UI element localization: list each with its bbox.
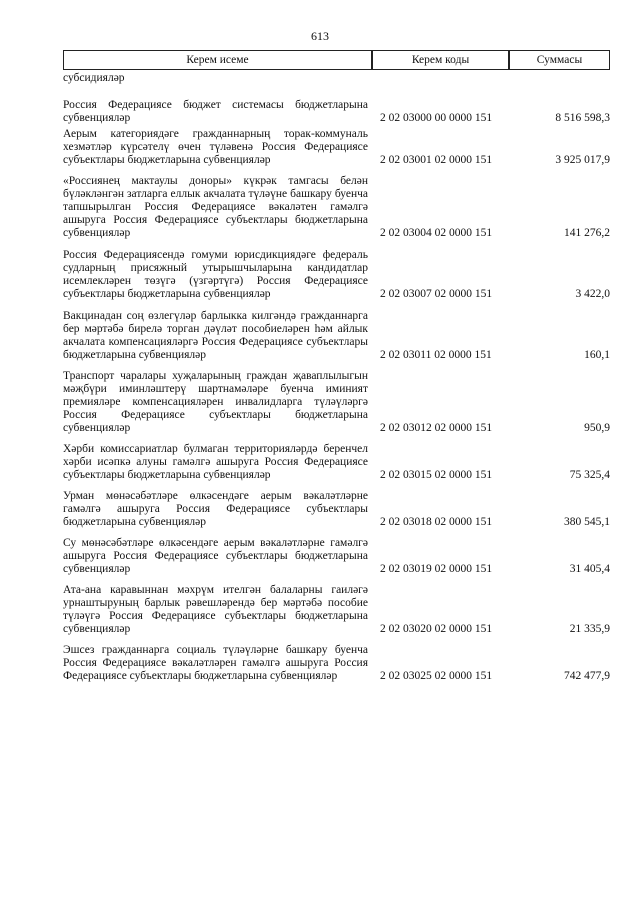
table-row <box>63 370 610 435</box>
row-code: 2 02 03012 02 0000 151 <box>380 422 493 434</box>
row-name: Урман мөнәсәбәтләре өлкәсендәге аерым вәкаләтләрне гамәлгә ашыруга Россия Федерациясе субъектлары бюджетларына субвенцияләр <box>63 490 368 528</box>
row-sum: 3 422,0 <box>575 288 610 300</box>
row-code: 2 02 03000 00 0000 151 <box>380 112 493 124</box>
row-sum: 742 477,9 <box>564 670 610 682</box>
row-sum: 141 276,2 <box>564 227 610 239</box>
row-sum: 75 325,4 <box>569 469 610 481</box>
table-row <box>63 443 610 482</box>
row-name: Россия Федерациясе бюджет системасы бюджетларына субвенцияләр <box>63 99 368 124</box>
table-row <box>63 310 610 362</box>
row-sum: 380 545,1 <box>564 516 610 528</box>
row-sum: 160,1 <box>584 349 610 361</box>
table-row <box>63 644 610 683</box>
row-name: Эшсез гражданнарга социаль түләүләрне башкару буенча Россия Федерациясе вәкаләтләрен гамәлгә ашыруга Россия Федерациясе субъектлары бюджетларына субвенцияләр <box>63 644 368 682</box>
row-name: Аерым категориядәге гражданнарның торак-коммуналь хезмәтләр күрсәтелү өчен түләвенә Россия Федерациясе субъектлары бюджетларына субвенцияләр <box>63 128 368 166</box>
row-sum: 31 405,4 <box>569 563 610 575</box>
table-row <box>63 175 610 240</box>
table-row <box>63 537 610 576</box>
row-sum: 21 335,9 <box>569 623 610 635</box>
row-name: Транспорт чаралары хуҗаларының граждан җаваплылыгын мәҗбүри иминләштерү шартнамәләре буенча иминият премияләре компенсацияләрен инвалидларга түләүләргә Россия Федерациясе субъектлары бюджетларына субвенцияләр <box>63 370 368 434</box>
table-header <box>63 50 610 72</box>
header-code: Керем коды <box>372 50 509 70</box>
row-sum: 950,9 <box>584 422 610 434</box>
table-body <box>63 72 610 683</box>
row-code: 2 02 03015 02 0000 151 <box>380 469 493 481</box>
table-row <box>63 128 610 167</box>
page-number: 613 <box>311 29 329 43</box>
row-code: 2 02 03018 02 0000 151 <box>380 516 493 528</box>
table-row <box>63 490 610 529</box>
intro-text: субсидияләр <box>63 72 125 84</box>
row-name: Су мөнәсәбәтләре өлкәсендәге аерым вәкаләтләрне гамәлгә ашыруга Россия Федерациясе субъектлары бюджетларына субвенцияләр <box>63 537 368 575</box>
row-code: 2 02 03004 02 0000 151 <box>380 227 493 239</box>
row-sum: 3 925 017,9 <box>555 154 610 166</box>
row-name: Хәрби комиссариатлар булмаган территорияләрдә беренчел хәрби исәпкә алуны гамәлгә ашыруга Россия Федерациясе субъектлары бюджетларына субвенцияләр <box>63 443 368 481</box>
row-code: 2 02 03001 02 0000 151 <box>380 154 493 166</box>
row-name: Ата-ана каравыннан мәхрүм ителгән балаларны гаиләгә урнаштыруның барлык рәвешләрендә бер мәртәбә пособие түләүгә Россия Федерациясе субъектлары бюджетларына субвенцияләр <box>63 584 368 635</box>
header-sum: Суммасы <box>509 50 610 70</box>
row-sum: 8 516 598,3 <box>555 112 610 124</box>
row-name: Вакцинадан соң өзлегүләр барлыкка килгәндә гражданнарга бер мәртәбә бирелә торган дәүләт пособиеләрен һәм айлык акчалата компенсацияләргә Россия Федерациясе субъектлары бюджетларына субвенцияләр <box>63 310 368 361</box>
table-row <box>63 249 610 301</box>
row-code: 2 02 03011 02 0000 151 <box>380 349 492 361</box>
row-name: «Россиянең мактаулы доноры» күкрәк тамгасы белән бүләкләнгән затларга еллык акчалата түләүне башкару буенча тапшырылган Россия Федерациясе вәкаләтен гамәлгә ашыруга Россия Федерациясе субъектлары бюджетларына субвенцияләр <box>63 175 368 239</box>
row-code: 2 02 03007 02 0000 151 <box>380 288 493 300</box>
header-name: Керем исеме <box>63 50 372 70</box>
row-code: 2 02 03019 02 0000 151 <box>380 563 493 575</box>
row-name: Россия Федерациясендә гомуми юрисдикциядәге федераль судларның присяжный утырышчыларына кандидатлар исемлекләрен төзүгә (үзгәртүгә) Россия Федерациясе субъектлары бюджетларына субвенцияләр <box>63 249 368 300</box>
table-row <box>63 584 610 636</box>
row-code: 2 02 03020 02 0000 151 <box>380 623 493 635</box>
row-code: 2 02 03025 02 0000 151 <box>380 670 493 682</box>
table-row <box>63 99 610 125</box>
